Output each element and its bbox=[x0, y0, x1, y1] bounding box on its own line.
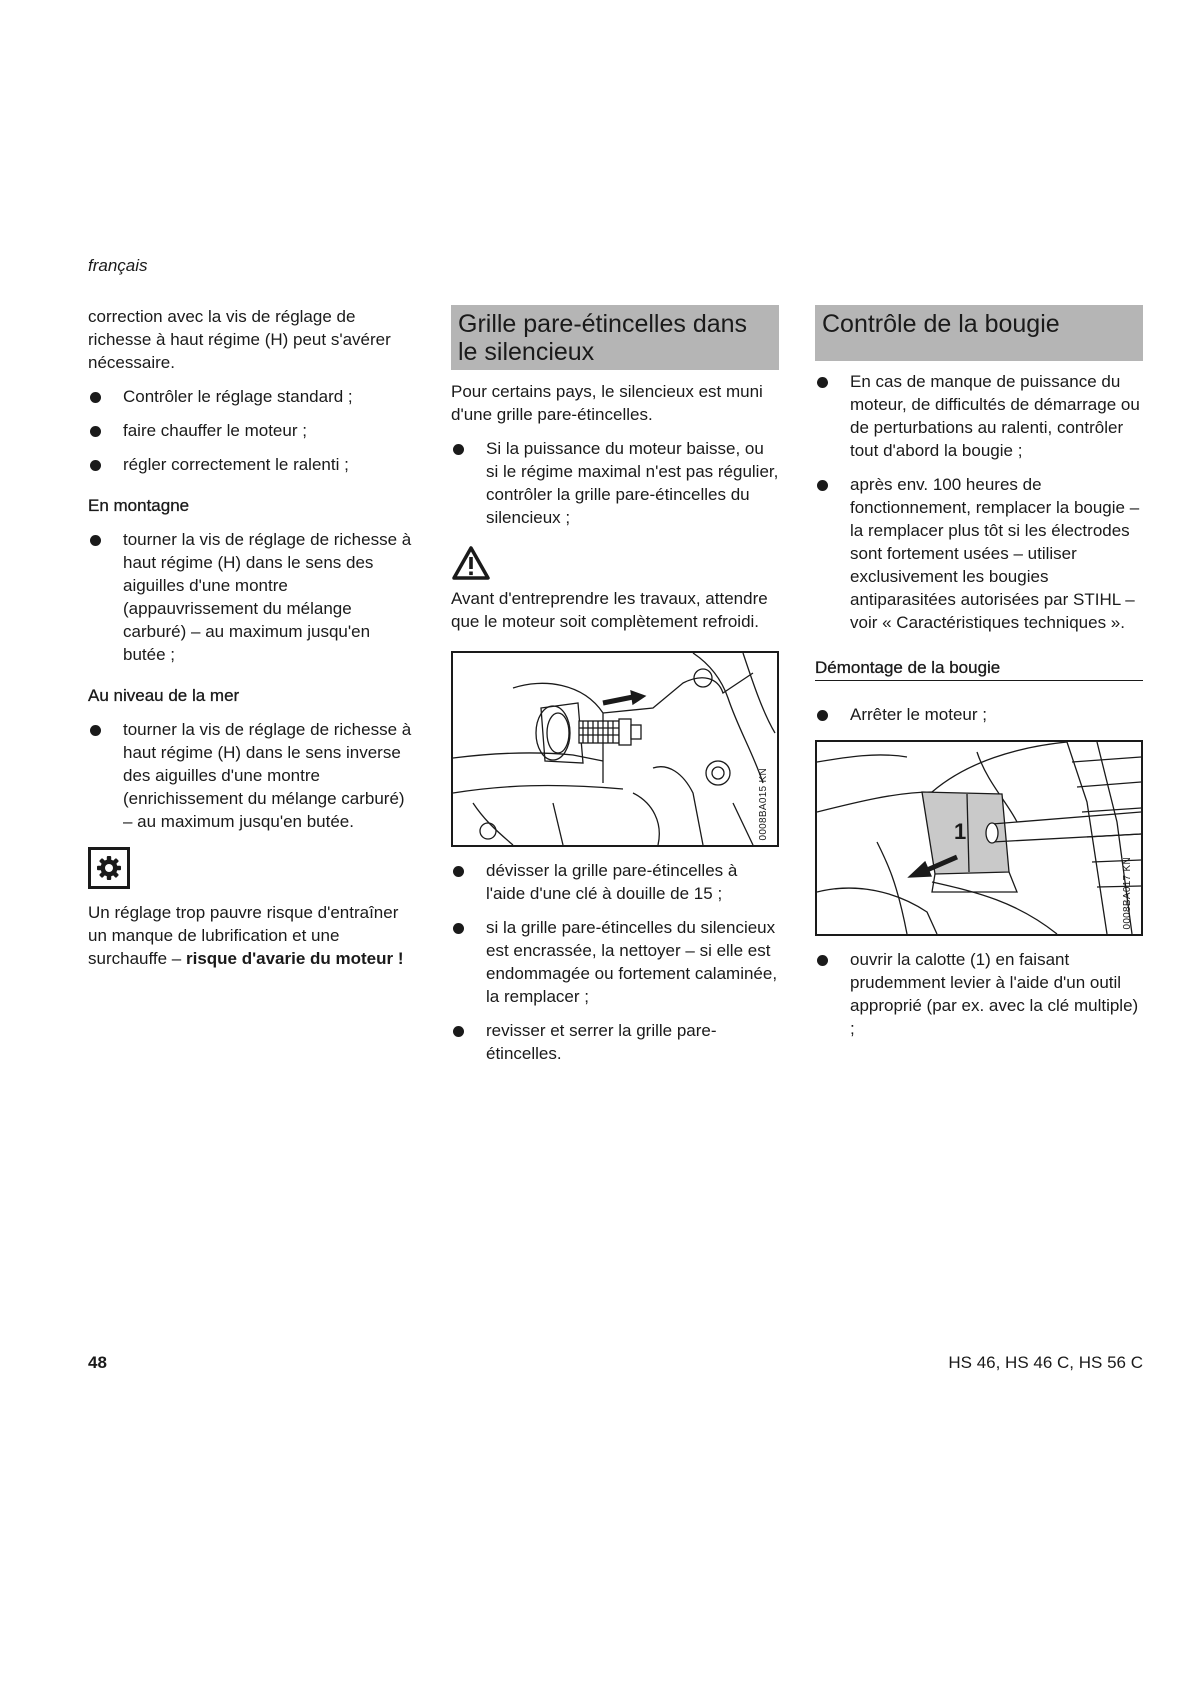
spark-plug-list bbox=[815, 370, 1143, 634]
list-item: après env. 100 heures de fonctionnement, remplacer la bougie – la remplacer plus tôt si les électrodes sont fortement usées – utiliser exclusivement les bougies antiparasitées autorisées par STIHL – voir « Caractéristiques techniques ». bbox=[815, 473, 1143, 634]
page-number: 48 bbox=[88, 1353, 107, 1372]
warning-text: Avant d'entreprendre les travaux, attendre que le moteur soit complètement refroidi. bbox=[451, 589, 768, 631]
warning-icon bbox=[451, 545, 779, 587]
check-list bbox=[451, 437, 779, 529]
note-text: Un réglage trop pauvre risque d'entraîner un manque de lubrification et une surchauffe – risque d'avarie du moteur ! bbox=[88, 903, 404, 968]
note-warning: risque d'avarie du moteur ! bbox=[185, 949, 404, 968]
section-heading-spark-plug: Contrôle de la bougie bbox=[815, 305, 1143, 361]
removal-list bbox=[815, 703, 1143, 726]
model-designation: HS 46, HS 46 C, HS 56 C bbox=[948, 1353, 1143, 1372]
adjust-steps-list bbox=[88, 385, 416, 476]
list-item: régler correctement le ralenti ; bbox=[88, 453, 416, 476]
language-label: français bbox=[88, 256, 148, 275]
list-item: si la grille pare-étincelles du silencieux est encrassée, la nettoyer – si elle est endommagée ou fortement calaminée, la remplacer ; bbox=[451, 916, 779, 1008]
list-item: En cas de manque de puissance du moteur, de difficultés de démarrage ou de perturbations au ralenti, contrôler tout d'abord la bougie ; bbox=[815, 370, 1143, 462]
list-item: Si la puissance du moteur baisse, ou si le régime maximal n'est pas régulier, contrôler la grille pare-étincelles du silencieux ; bbox=[451, 437, 779, 529]
figure-code: 0008BA017 KN bbox=[1122, 857, 1133, 930]
list-item: ouvrir la calotte (1) en faisant prudemment levier à l'aide d'un outil approprié (par ex. avec la clé multiple) ; bbox=[815, 948, 1143, 1040]
column-2 bbox=[451, 305, 779, 1065]
removal-heading: Démontage de la bougie bbox=[815, 656, 1143, 681]
sea-level-heading: Au niveau de la mer bbox=[88, 686, 240, 705]
sea-level-list bbox=[88, 718, 416, 833]
service-steps-list bbox=[451, 859, 779, 1065]
spark-arrestor-illustration bbox=[451, 651, 779, 847]
list-item: faire chauffer le moteur ; bbox=[88, 419, 416, 442]
list-item: revisser et serrer la grille pare-étincelles. bbox=[451, 1019, 779, 1065]
column-3 bbox=[815, 305, 1143, 1040]
list-item: dévisser la grille pare-étincelles à l'aide d'une clé à douille de 15 ; bbox=[451, 859, 779, 905]
column-1 bbox=[88, 305, 416, 970]
spark-plug-cap-illustration bbox=[815, 740, 1143, 936]
mountain-list bbox=[88, 528, 416, 666]
gear-icon bbox=[88, 847, 416, 895]
cap-removal-list bbox=[815, 948, 1143, 1040]
figure-code: 0008BA015 KN bbox=[758, 768, 769, 841]
mountain-heading: En montagne bbox=[88, 496, 190, 515]
list-item: Arrêter le moteur ; bbox=[815, 703, 1143, 726]
list-item: tourner la vis de réglage de richesse à haut régime (H) dans le sens des aiguilles d'une montre (appauvrissement du mélange carburé) – au maximum jusqu'en butée ; bbox=[88, 528, 416, 666]
intro-text: Pour certains pays, le silencieux est muni d'une grille pare-étincelles. bbox=[451, 382, 763, 424]
section-heading-spark-arrestor: Grille pare-étincelles dans le silencieux bbox=[451, 305, 779, 370]
figure-callout-label: 1 bbox=[954, 819, 967, 844]
list-item: tourner la vis de réglage de richesse à haut régime (H) dans le sens inverse des aiguilles d'une montre (enrichissement du mélange carburé) – au maximum jusqu'en butée. bbox=[88, 718, 416, 833]
list-item: Contrôler le réglage standard ; bbox=[88, 385, 416, 408]
intro-text: correction avec la vis de réglage de richesse à haut régime (H) peut s'avérer nécessaire. bbox=[88, 307, 391, 372]
